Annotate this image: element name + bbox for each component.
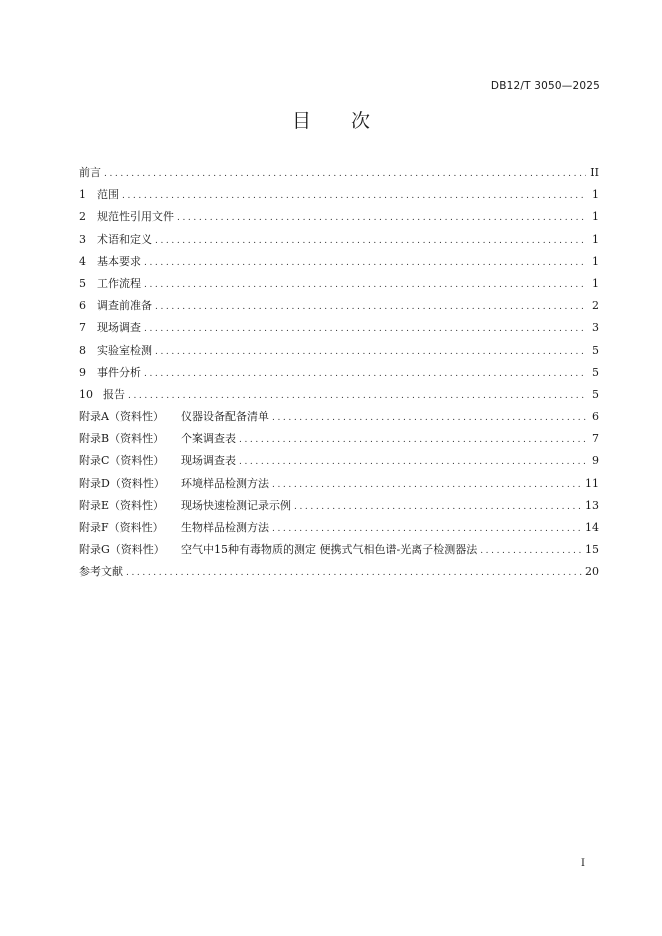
toc-entry-references[interactable] bbox=[79, 563, 599, 585]
toc-label: 实验室检测 bbox=[97, 343, 152, 357]
toc-leader-dots bbox=[272, 480, 582, 490]
toc-section-number: 9 bbox=[79, 365, 86, 379]
toc-label: 术语和定义 bbox=[97, 232, 152, 246]
toc-label: 调查前准备 bbox=[97, 299, 152, 313]
toc-label: 范围 bbox=[97, 188, 119, 202]
toc-page-number: 1 bbox=[592, 188, 599, 202]
toc-appendix-number: 附录A（资料性） bbox=[79, 410, 164, 424]
toc-label: 规范性引用文件 bbox=[97, 210, 174, 224]
toc-leader-dots bbox=[155, 302, 586, 312]
toc-label: 个案调查表 bbox=[181, 432, 236, 446]
toc-section-number: 4 bbox=[79, 254, 86, 268]
toc-label: 工作流程 bbox=[97, 276, 141, 290]
toc-leader-dots bbox=[239, 435, 586, 445]
title-char-1: 目 bbox=[291, 110, 311, 132]
toc-section-number: 10 bbox=[79, 387, 93, 401]
toc-leader-dots bbox=[480, 546, 582, 556]
toc-leader-dots bbox=[294, 502, 582, 512]
toc-entry-appendix-b[interactable] bbox=[79, 430, 599, 452]
toc-page-number: 5 bbox=[592, 387, 599, 401]
toc-leader-dots bbox=[272, 524, 582, 534]
toc-leader-dots bbox=[155, 236, 586, 246]
toc-label: 前言 bbox=[79, 166, 101, 179]
toc-entry-9[interactable] bbox=[79, 364, 599, 386]
toc-label: 现场快速检测记录示例 bbox=[181, 498, 291, 512]
toc-leader-dots bbox=[144, 369, 586, 379]
toc-page-number: II bbox=[590, 166, 599, 179]
page-title bbox=[0, 106, 662, 133]
toc-page-number: 11 bbox=[585, 476, 599, 490]
toc-leader-dots bbox=[144, 280, 586, 290]
toc-entry-8[interactable] bbox=[79, 342, 599, 364]
toc-leader-dots bbox=[272, 413, 586, 423]
toc-leader-dots bbox=[104, 169, 586, 179]
toc-label: 空气中15种有毒物质的测定 便携式气相色谱-光离子检测器法 bbox=[181, 543, 478, 557]
toc-leader-dots bbox=[239, 457, 586, 467]
toc-appendix-number: 附录G（资料性） bbox=[79, 543, 165, 557]
toc-page-number: 1 bbox=[592, 210, 599, 224]
toc-entry-3[interactable] bbox=[79, 231, 599, 253]
toc-section-number: 1 bbox=[79, 188, 86, 202]
toc-appendix-number: 附录F（资料性） bbox=[79, 521, 164, 534]
toc-entry-5[interactable] bbox=[79, 275, 599, 297]
toc-entry-appendix-e[interactable] bbox=[79, 497, 599, 519]
toc-page-number: 1 bbox=[592, 254, 599, 268]
toc-entry-appendix-d[interactable] bbox=[79, 475, 599, 497]
toc-leader-dots bbox=[155, 347, 586, 357]
title-char-2: 次 bbox=[351, 110, 371, 132]
toc-section-number: 2 bbox=[79, 210, 86, 224]
toc-section-number: 7 bbox=[79, 321, 86, 335]
toc-page-number: 3 bbox=[592, 321, 599, 335]
toc-appendix-number: 附录E（资料性） bbox=[79, 498, 165, 512]
toc-section-number: 8 bbox=[79, 343, 86, 357]
toc-entry-1[interactable] bbox=[79, 186, 599, 208]
toc-page-number: 20 bbox=[585, 565, 599, 579]
toc-entry-10[interactable] bbox=[79, 386, 599, 408]
toc-entry-4[interactable] bbox=[79, 253, 599, 275]
toc-section-number: 6 bbox=[79, 299, 86, 313]
toc-section-number: 3 bbox=[79, 232, 86, 246]
toc-leader-dots bbox=[177, 213, 586, 223]
toc-page-number: 6 bbox=[592, 410, 599, 424]
toc-appendix-number: 附录B（资料性） bbox=[79, 432, 165, 446]
toc-label: 现场调查表 bbox=[181, 454, 236, 468]
toc-leader-dots bbox=[128, 391, 586, 401]
toc-label: 环境样品检测方法 bbox=[181, 476, 269, 490]
toc-leader-dots bbox=[122, 191, 586, 201]
toc-page-number: 14 bbox=[585, 521, 599, 534]
toc-page-number: 13 bbox=[585, 498, 599, 512]
toc-entry-foreword[interactable] bbox=[79, 164, 599, 186]
toc-section-number: 5 bbox=[79, 276, 86, 290]
toc-leader-dots bbox=[144, 324, 586, 334]
toc-page-number: 7 bbox=[592, 432, 599, 446]
toc-leader-dots bbox=[126, 568, 582, 578]
toc-label: 仪器设备配备清单 bbox=[181, 410, 269, 424]
toc-label: 报告 bbox=[103, 387, 125, 401]
toc-entry-appendix-c[interactable] bbox=[79, 452, 599, 474]
toc-label: 基本要求 bbox=[97, 254, 141, 268]
toc-page-number: 15 bbox=[585, 543, 599, 557]
toc-page-number: 5 bbox=[592, 365, 599, 379]
toc-appendix-number: 附录D（资料性） bbox=[79, 476, 165, 490]
toc-page-number: 2 bbox=[592, 299, 599, 313]
toc-page-number: 1 bbox=[592, 232, 599, 246]
toc-entry-appendix-f[interactable] bbox=[79, 519, 599, 541]
toc-appendix-number: 附录C（资料性） bbox=[79, 454, 165, 468]
toc-entry-7[interactable] bbox=[79, 319, 599, 341]
document-code: DB12/T 3050—2025 bbox=[490, 80, 600, 92]
toc-entry-appendix-a[interactable] bbox=[79, 408, 599, 430]
toc-label: 事件分析 bbox=[97, 365, 141, 379]
toc-label: 生物样品检测方法 bbox=[181, 521, 269, 534]
toc-label: 现场调查 bbox=[97, 321, 141, 335]
toc-leader-dots bbox=[144, 258, 586, 268]
page-number: I bbox=[581, 858, 585, 869]
toc-entry-2[interactable] bbox=[79, 208, 599, 230]
toc-page-number: 1 bbox=[592, 276, 599, 290]
toc-entry-6[interactable] bbox=[79, 297, 599, 319]
toc-page-number: 9 bbox=[592, 454, 599, 468]
toc-label: 参考文献 bbox=[79, 565, 123, 579]
table-of-contents bbox=[79, 164, 599, 586]
toc-entry-appendix-g[interactable] bbox=[79, 541, 599, 563]
toc-page-number: 5 bbox=[592, 343, 599, 357]
